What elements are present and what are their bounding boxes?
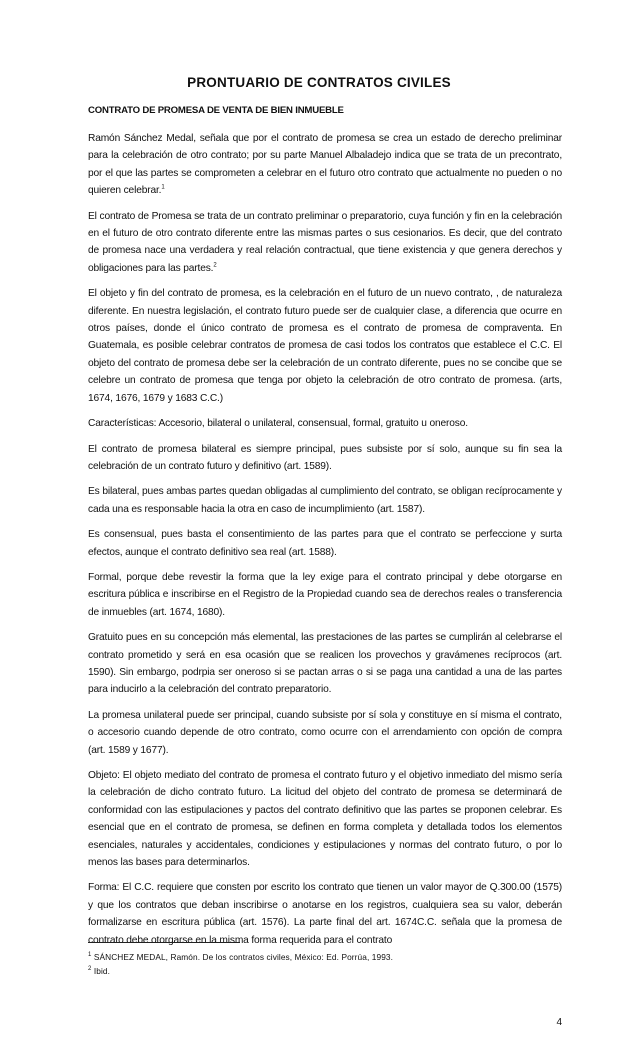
- footnote-ref: 1: [161, 184, 165, 191]
- paragraph-text: Forma: El C.C. requiere que consten por escrito los contrato que tienen un valor mayor de Q.300.00 (1575) y que los contratos que deban inscribirse o anotarse en los registros, cualquiera sea su valor, deberán formalizarse en escritura pública (art. 1576). La parte final del art. 1674C.C. señala que la promesa de contrato debe otorgarse en la misma forma requerida para el contrato: [88, 882, 562, 946]
- paragraph-text: Ramón Sánchez Medal, señala que por el contrato de promesa se crea un estado de derecho preliminar para la celebración de otro contrato; por su parte Manuel Albaladejo indica que se trata de un precontrato, por el que las partes se comprometen a celebrar en el futuro otro contrato que actualmente no pueden o no quieren celebrar.: [88, 133, 562, 197]
- paragraph-text: Es bilateral, pues ambas partes quedan obligadas al cumplimiento del contrato, se obligan recíprocamente y cada una es responsable hacia la otra en caso de incumplimiento (art. 1587).: [88, 486, 562, 515]
- footnote: [88, 964, 562, 978]
- paragraph: [88, 483, 562, 518]
- page-number: 4: [556, 1017, 562, 1028]
- paragraph: [88, 441, 562, 476]
- section-subtitle: CONTRATO DE PROMESA DE VENTA DE BIEN INMUEBLE: [88, 105, 344, 116]
- paragraph: [88, 130, 562, 200]
- paragraph: [88, 526, 562, 561]
- paragraph: [88, 208, 562, 278]
- paragraph: [88, 767, 562, 871]
- footnote-text: SÁNCHEZ MEDAL, Ramón. De los contratos civiles, México: Ed. Porrúa, 1993.: [93, 952, 394, 962]
- paragraph-text: Características: Accesorio, bilateral o unilateral, consensual, formal, gratuito u oneroso.: [88, 418, 468, 430]
- paragraph-text: El objeto y fin del contrato de promesa, es la celebración en el futuro de un nuevo contrato, , de naturaleza diferente. En nuestra legislación, el contrato futuro puede ser de cualquier clase, a diferencia que ocurre en otros países, donde el único contrato de promesa es el contrato de promesa de compraventa. En Guatemala, es posible celebrar contratos de promesa de casi todos los contratos que establece el C.C. El objeto del contrato de promesa debe ser la celebración de un contrato diferente, pues no se concibe que se celebre un contrato de promesa que tenga por objeto la celebración de otro contrato de promesa. (arts, 1674, 1676, 1679 y 1683 C.C.): [88, 288, 562, 404]
- body-text: [88, 130, 562, 957]
- paragraph: [88, 707, 562, 759]
- paragraph-text: Gratuito pues en su concepción más elemental, las prestaciones de las partes se cumplirán al celebrarse el contrato prometido y será en esa ocasión que se realicen los provechos y gravámenes recíprocos (art. 1590). Sin embargo, podrpia ser oneroso si se pactan arras o si se paga una cantidad a una de las partes para inducirlo a la celebración del contrato preparatorio.: [88, 632, 562, 696]
- paragraph-text: Es consensual, pues basta el consentimiento de las partes para que el contrato se perfeccione y surta efectos, aunque el contrato definitivo sea real (art. 1588).: [88, 529, 562, 558]
- paragraph: [88, 285, 562, 407]
- paragraph: [88, 629, 562, 699]
- page-title: PRONTUARIO DE CONTRATOS CIVILES: [187, 75, 451, 90]
- paragraph-text: Formal, porque debe revestir la forma que la ley exige para el contrato principal y debe otorgarse en escritura pública e inscribirse en el Registro de la Propiedad cuando sea de derechos reales o transferencia de inmuebles (art. 1674, 1680).: [88, 571, 562, 618]
- paragraph-text: La promesa unilateral puede ser principal, cuando subsiste por sí sola y constituye en sí misma el contrato, o accesorio cuando depende de otro contrato, como ocurre con el arrendamiento con opción de compra (art. 1589 y 1677).: [88, 709, 562, 756]
- footnotes: [88, 950, 562, 978]
- paragraph: [88, 569, 562, 621]
- footnote: [88, 950, 562, 964]
- paragraph-text: Objeto: El objeto mediato del contrato de promesa el contrato futuro y el objetivo inmediato del mismo sería la celebración de dicho contrato futuro. La licitud del objeto del contrato de promesa se determinará de conformidad con las estipulaciones y pactos del contrato definitivo que las partes se proponen celebrar. Es esencial que en el contrato de promesa, se definen en forma completa y detallada todos los elementos esenciales, naturales y accidentales, condiciones y estipulaciones y normas del contrato futuro, o por lo menos las bases para determinarlos.: [88, 770, 562, 869]
- paragraph: [88, 415, 562, 432]
- footnote-ref: 2: [213, 262, 217, 269]
- paragraph: [88, 879, 562, 949]
- footnote-marker: 2: [88, 966, 92, 973]
- footnote-divider: [88, 942, 240, 943]
- footnote-text: Ibid.: [93, 966, 111, 976]
- paragraph-text: El contrato de promesa bilateral es siempre principal, pues subsiste por sí solo, aunque su fin sea la celebración de un contrato futuro y definitivo (art. 1589).: [88, 443, 562, 472]
- footnote-marker: 1: [88, 952, 92, 959]
- paragraph-text: El contrato de Promesa se trata de un contrato preliminar o preparatorio, cuya función y fin en la celebración en el futuro de otro contrato diferente entre las mismas partes o sus cesionarios. Es decir, que del contrato de promesa nace una verdadera y real relación contractual, que tiene existencia y que genera derechos y obligaciones para las partes.: [88, 210, 562, 274]
